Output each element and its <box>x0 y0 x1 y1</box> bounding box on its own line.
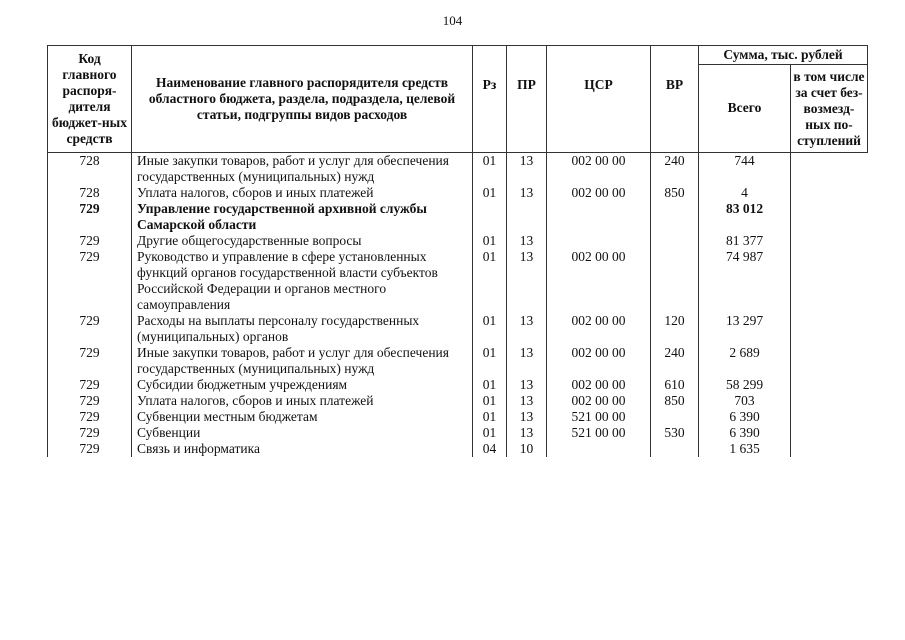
cell-pr: 13 <box>507 377 547 393</box>
header-vr: ВР <box>651 46 699 153</box>
cell-csr <box>547 201 651 233</box>
cell-name: Другие общегосударственные вопросы <box>132 233 473 249</box>
cell-code: 729 <box>48 345 132 377</box>
cell-code: 729 <box>48 409 132 425</box>
table-row <box>48 441 868 457</box>
cell-name: Руководство и управление в сфере установленных функций органов государственной власти субъектов Российской Федерации и органов местного самоуправления <box>132 249 473 313</box>
cell-csr: 521 00 00 <box>547 409 651 425</box>
cell-pr: 10 <box>507 441 547 457</box>
cell-vr <box>651 441 699 457</box>
cell-vr <box>651 249 699 313</box>
cell-free <box>791 153 868 186</box>
cell-pr: 13 <box>507 153 547 186</box>
table-row <box>48 249 868 313</box>
cell-pr: 13 <box>507 409 547 425</box>
cell-csr <box>547 233 651 249</box>
table-row <box>48 377 868 393</box>
cell-vr: 850 <box>651 393 699 409</box>
cell-free <box>791 377 868 393</box>
cell-total: 58 299 <box>699 377 791 393</box>
cell-pr: 13 <box>507 313 547 345</box>
cell-csr <box>547 441 651 457</box>
cell-csr: 002 00 00 <box>547 153 651 186</box>
cell-rz: 01 <box>473 345 507 377</box>
cell-code: 729 <box>48 377 132 393</box>
budget-table <box>47 45 868 457</box>
cell-free <box>791 441 868 457</box>
cell-rz: 01 <box>473 377 507 393</box>
cell-rz: 01 <box>473 153 507 186</box>
cell-name: Уплата налогов, сборов и иных платежей <box>132 185 473 201</box>
cell-pr: 13 <box>507 393 547 409</box>
cell-csr: 002 00 00 <box>547 345 651 377</box>
header-total: Всего <box>699 65 791 153</box>
cell-pr: 13 <box>507 233 547 249</box>
cell-vr: 530 <box>651 425 699 441</box>
table-row <box>48 409 868 425</box>
cell-csr: 002 00 00 <box>547 185 651 201</box>
cell-vr: 850 <box>651 185 699 201</box>
cell-name: Управление государственной архивной службы Самарской области <box>132 201 473 233</box>
cell-rz: 01 <box>473 185 507 201</box>
cell-code: 728 <box>48 185 132 201</box>
table-body <box>48 153 868 458</box>
cell-total: 81 377 <box>699 233 791 249</box>
cell-pr: 13 <box>507 345 547 377</box>
cell-code: 728 <box>48 153 132 186</box>
cell-vr: 240 <box>651 153 699 186</box>
cell-total: 4 <box>699 185 791 201</box>
header-name: Наименование главного распорядителя средств областного бюджета, раздела, подраздела, целевой статьи, подгруппы видов расходов <box>132 46 473 153</box>
cell-name: Уплата налогов, сборов и иных платежей <box>132 393 473 409</box>
cell-free <box>791 345 868 377</box>
table-row <box>48 153 868 186</box>
cell-rz: 04 <box>473 441 507 457</box>
cell-free <box>791 393 868 409</box>
cell-free <box>791 425 868 441</box>
cell-total: 83 012 <box>699 201 791 233</box>
table-row <box>48 313 868 345</box>
table-row <box>48 201 868 233</box>
cell-vr <box>651 201 699 233</box>
page-number: 104 <box>442 13 463 28</box>
header-code: Код главного распоря-дителя бюджет-ных средств <box>48 46 132 153</box>
cell-free <box>791 313 868 345</box>
cell-csr: 521 00 00 <box>547 425 651 441</box>
cell-csr: 002 00 00 <box>547 249 651 313</box>
cell-rz: 01 <box>473 313 507 345</box>
cell-rz: 01 <box>473 425 507 441</box>
header-csr: ЦСР <box>547 46 651 153</box>
table-row <box>48 393 868 409</box>
cell-total: 6 390 <box>699 425 791 441</box>
cell-code: 729 <box>48 249 132 313</box>
header-pr: ПР <box>507 46 547 153</box>
cell-code: 729 <box>48 201 132 233</box>
cell-rz: 01 <box>473 249 507 313</box>
cell-rz: 01 <box>473 393 507 409</box>
table-row <box>48 233 868 249</box>
cell-vr: 610 <box>651 377 699 393</box>
table-row <box>48 425 868 441</box>
cell-total: 74 987 <box>699 249 791 313</box>
table-row <box>48 345 868 377</box>
cell-name: Иные закупки товаров, работ и услуг для обеспечения государственных (муниципальных) нужд <box>132 153 473 186</box>
cell-code: 729 <box>48 313 132 345</box>
cell-total: 1 635 <box>699 441 791 457</box>
cell-code: 729 <box>48 393 132 409</box>
cell-csr: 002 00 00 <box>547 377 651 393</box>
cell-csr: 002 00 00 <box>547 393 651 409</box>
cell-free <box>791 409 868 425</box>
cell-free <box>791 233 868 249</box>
cell-total: 6 390 <box>699 409 791 425</box>
cell-name: Иные закупки товаров, работ и услуг для обеспечения государственных (муниципальных) нужд <box>132 345 473 377</box>
header-free: в том числе за счет без-возмезд-ных по-ступлений <box>791 65 868 153</box>
cell-vr: 240 <box>651 345 699 377</box>
cell-free <box>791 249 868 313</box>
cell-name: Субвенции <box>132 425 473 441</box>
cell-pr: 13 <box>507 249 547 313</box>
cell-vr <box>651 409 699 425</box>
cell-total: 13 297 <box>699 313 791 345</box>
cell-vr: 120 <box>651 313 699 345</box>
cell-free <box>791 201 868 233</box>
cell-name: Связь и информатика <box>132 441 473 457</box>
cell-vr <box>651 233 699 249</box>
cell-total: 744 <box>699 153 791 186</box>
cell-name: Субсидии бюджетным учреждениям <box>132 377 473 393</box>
cell-name: Расходы на выплаты персоналу государственных (муниципальных) органов <box>132 313 473 345</box>
cell-free <box>791 185 868 201</box>
cell-code: 729 <box>48 441 132 457</box>
cell-csr: 002 00 00 <box>547 313 651 345</box>
cell-total: 703 <box>699 393 791 409</box>
cell-code: 729 <box>48 425 132 441</box>
header-sum: Сумма, тыс. рублей <box>699 46 868 65</box>
cell-total: 2 689 <box>699 345 791 377</box>
cell-rz <box>473 201 507 233</box>
table-row <box>48 185 868 201</box>
cell-code: 729 <box>48 233 132 249</box>
header-rz: Рз <box>473 46 507 153</box>
cell-pr: 13 <box>507 425 547 441</box>
cell-pr <box>507 201 547 233</box>
table-header <box>48 46 868 153</box>
cell-pr: 13 <box>507 185 547 201</box>
cell-rz: 01 <box>473 409 507 425</box>
cell-rz: 01 <box>473 233 507 249</box>
cell-name: Субвенции местным бюджетам <box>132 409 473 425</box>
